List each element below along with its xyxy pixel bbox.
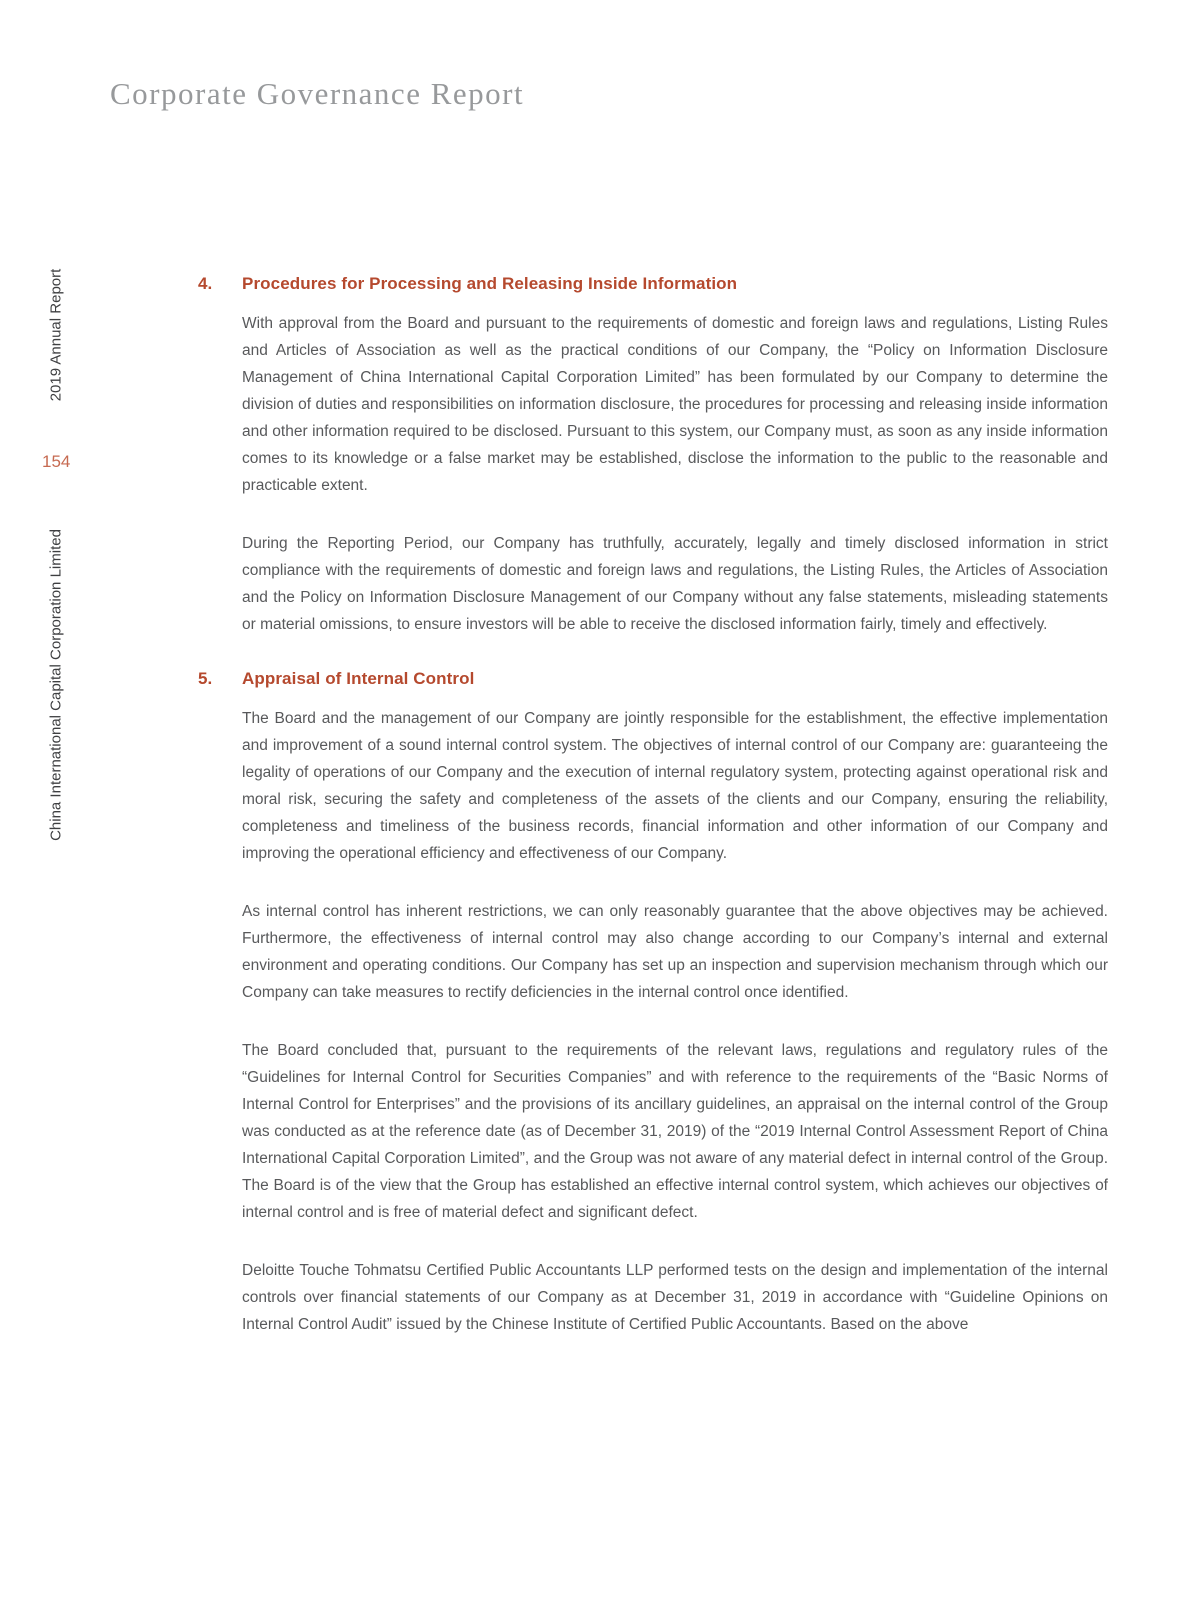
paragraph: The Board concluded that, pursuant to the requirements of the relevant laws, regulations and regulatory rules of the “Guidelines for Internal Control for Securities Companies” and with reference to the requirements of the “Basic Norms of Internal Control for Enterprises” and the provisions of its ancillary guidelines, an appraisal on the internal control of the Group was conducted as at the reference date (as of December 31, 2019) of the “2019 Internal Control Assessment Report of China International Capital Corporation Limited”, and the Group was not aware of any material defect in internal control of the Group. The Board is of the view that the Group has established an effective internal control system, which achieves our objectives of internal control and is free of material defect and significant defect. (242, 1042, 1108, 1221)
paragraph: With approval from the Board and pursuant to the requirements of domestic and foreign laws and regulations, Listing Rules and Articles of Association as well as the practical conditions of our Company, the “Policy on Information Disclosure Management of China International Capital Corporation Limited” has been formulated by our Company to determine the division of duties and responsibilities on information disclosure, the procedures for processing and releasing inside information and other information required to be disclosed. Pursuant to this system, our Company must, as soon as any inside information comes to its knowledge or a false market may be established, disclose the information to the public to the reasonable and practicable extent. (242, 315, 1108, 494)
section-heading: Procedures for Processing and Releasing Inside Information (242, 274, 738, 293)
section-heading: Appraisal of Internal Control (242, 669, 475, 688)
sidebar-annual-report-label: 2019 Annual Report (47, 268, 65, 402)
sidebar-company-label: China International Capital Corporation Limited (47, 529, 65, 841)
section-appraisal-internal-control (198, 669, 1108, 1338)
main-content (198, 274, 1108, 1369)
page-number: 154 (42, 452, 71, 471)
paragraph: Deloitte Touche Tohmatsu Certified Public Accountants LLP performed tests on the design and implementation of the internal controls over financial statements of our Company as at December 31, 2019 in accordance with “Guideline Opinions on Internal Control Audit” issued by the Chinese Institute of Certified Public Accountants. Based on the above (242, 1262, 1108, 1333)
section-procedures-inside-information (198, 274, 1108, 638)
section-number: 5. (198, 669, 213, 688)
section-heading-row (198, 274, 1108, 294)
section-body (242, 705, 1108, 1338)
paragraph: As internal control has inherent restrictions, we can only reasonably guarantee that the above objectives may be achieved. Furthermore, the effectiveness of internal control may also change according to our Company’s internal and external environment and operating conditions. Our Company has set up an inspection and supervision mechanism through which our Company can take measures to rectify deficiencies in the internal control once identified. (242, 903, 1108, 1001)
section-body (242, 310, 1108, 638)
paragraph: During the Reporting Period, our Company has truthfully, accurately, legally and timely disclosed information in strict compliance with the requirements of domestic and foreign laws and regulations, the Listing Rules, the Articles of Association and the Policy on Information Disclosure Management of our Company without any false statements, misleading statements or material omissions, to ensure investors will be able to receive the disclosed information fairly, timely and effectively. (242, 535, 1108, 633)
section-number: 4. (198, 274, 213, 293)
section-heading-row (198, 669, 1108, 689)
paragraph: The Board and the management of our Company are jointly responsible for the establishment, the effective implementation and improvement of a sound internal control system. The objectives of internal control of our Company are: guaranteeing the legality of operations of our Company and the execution of internal regulatory system, protecting against operational risk and moral risk, securing the safety and completeness of the assets of the clients and our Company, ensuring the reliability, completeness and timeliness of the business records, financial information and other information of our Company and improving the operational efficiency and effectiveness of our Company. (242, 710, 1108, 862)
page-title: Corporate Governance Report (110, 76, 525, 111)
